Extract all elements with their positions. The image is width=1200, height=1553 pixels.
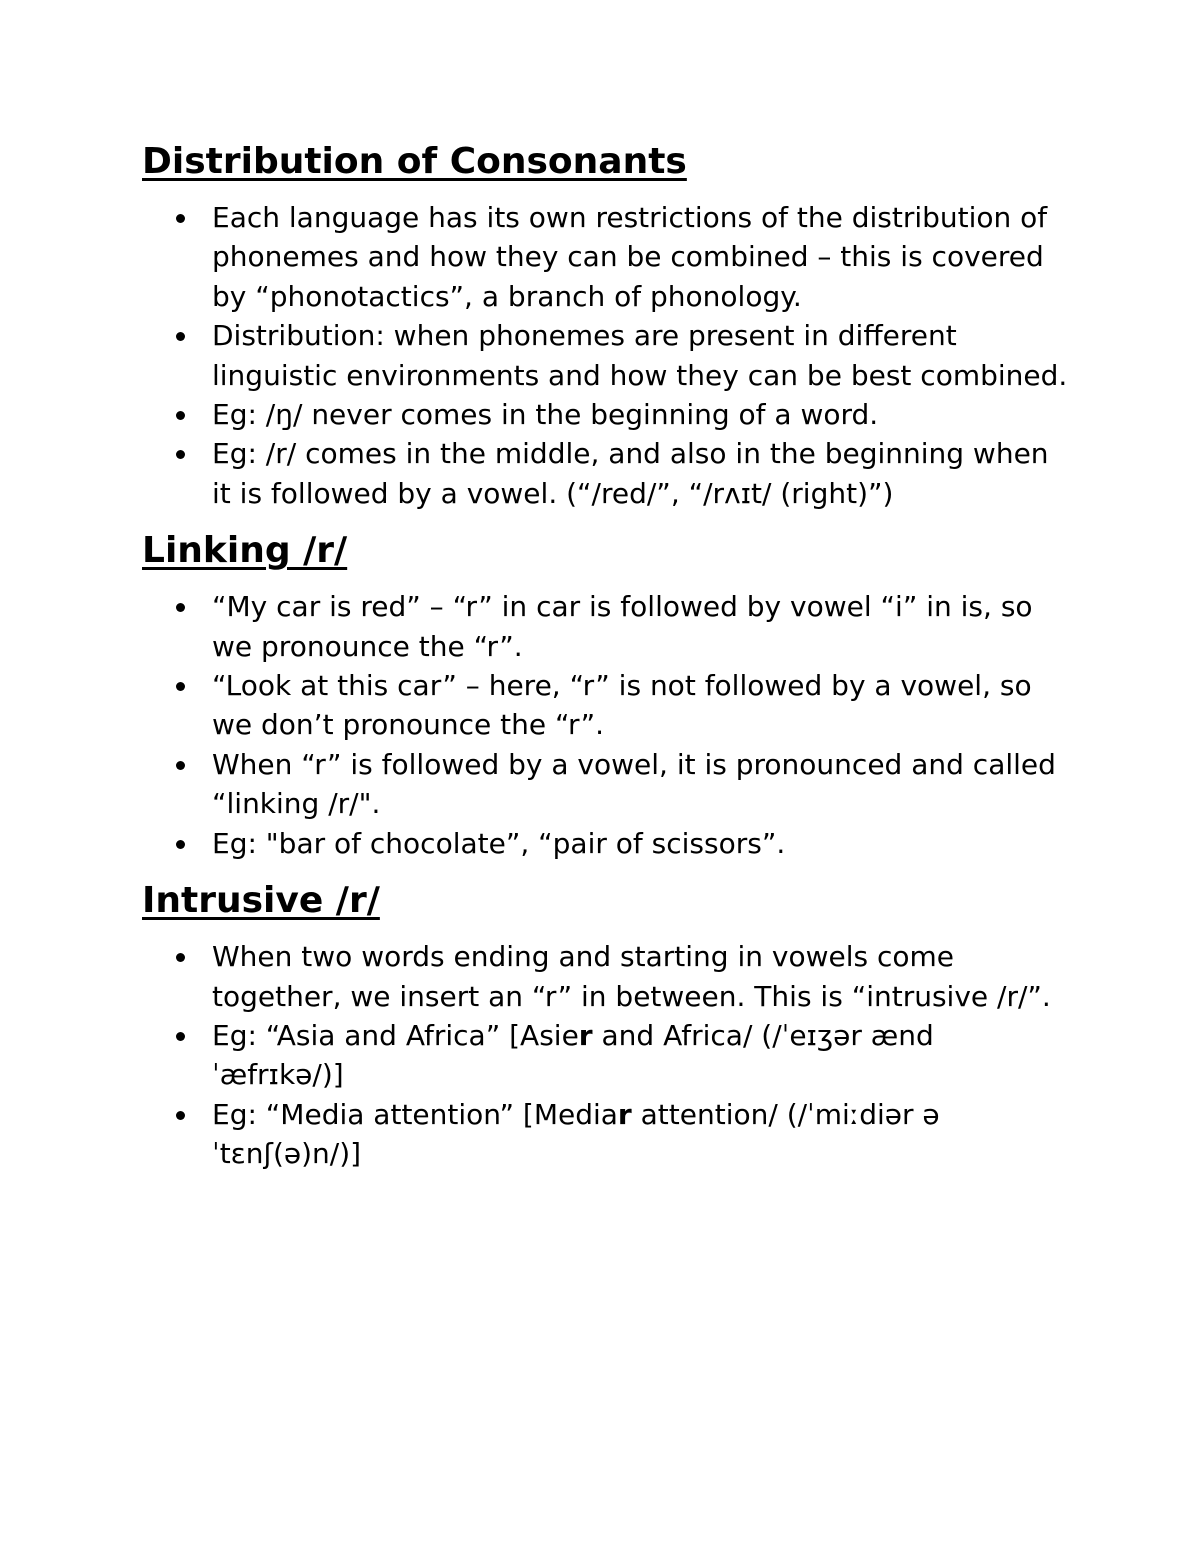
list-item-text-after: and Africa/ (/ˈeɪʒər ænd ˈæfrɪkə/)] [212,1018,934,1092]
bullet-icon [176,1032,185,1041]
list-item [142,316,1072,395]
bullet-icon [176,603,185,612]
bullet-icon [176,840,185,849]
list-item-text: “My car is red” – “r” in car is followed by vowel “i” in is, so we pronounce the “r”. [212,590,1033,663]
section-heading-intrusive-r: Intrusive /r/ [142,880,380,922]
list-item-text: When “r” is followed by a vowel, it is pronounced and called “linking /r/". [212,747,1056,821]
bullet-icon [176,682,185,691]
list-item-text: Eg: /r/ comes in the middle, and also in the beginning when it is followed by a vowel. (“/red/”, “/rʌɪt/ (right)”) [212,437,1049,510]
list-item-text-before: Eg: “Media attention” [Media [212,1097,618,1131]
list-item-text: Distribution: when phonemes are present in different linguistic environments and how they can be best combined. [212,319,1068,392]
list-item-text: Eg: /ŋ/ never comes in the beginning of a word. [212,398,879,432]
section-heading-distribution-of-consonants: Distribution of Consonants [142,141,687,182]
list-item [142,666,1072,745]
list-item-text: Each language has its own restrictions of the distribution of phonemes and how they can be combined – this is covered by “phonotactics”, a branch of phonology. [212,201,1048,313]
list-item-text: “Look at this car” – here, “r” is not followed by a vowel, so we don’t pronounce the “r”. [212,669,1032,742]
bullet-icon [176,761,185,770]
list-item [142,198,1072,316]
bullet-list-linking-r [142,587,1072,863]
list-item-text-bold: r [617,1097,632,1131]
list-item [142,937,1072,1016]
bullet-icon [176,332,185,341]
list-item-text-after: attention/ (/ˈmiːdiər ə ˈtɛnʃ(ə)n/)] [212,1097,940,1171]
list-item-text: Eg: "bar of chocolate”, “pair of scissors”. [212,826,786,860]
bullet-icon [176,1111,185,1120]
bullet-list-distribution [142,198,1072,513]
bullet-icon [176,214,185,223]
list-item-text-bold: r [578,1018,593,1052]
bullet-icon [176,953,185,962]
list-item [142,395,1072,434]
list-item [142,1095,1072,1174]
bullet-list-intrusive-r [142,937,1072,1173]
list-item [142,745,1072,824]
bullet-icon [176,411,185,420]
list-item [142,434,1072,513]
document-page [142,140,1072,1174]
bullet-icon [176,450,185,459]
list-item [142,1016,1072,1095]
list-item-text: When two words ending and starting in vowels come together, we insert an “r” in between. This is “intrusive /r/”. [212,940,1051,1013]
list-item [142,587,1072,666]
list-item-text-before: Eg: “Asia and Africa” [Asie [212,1018,579,1052]
section-heading-linking-r: Linking /r/ [142,530,348,572]
list-item [142,824,1072,863]
